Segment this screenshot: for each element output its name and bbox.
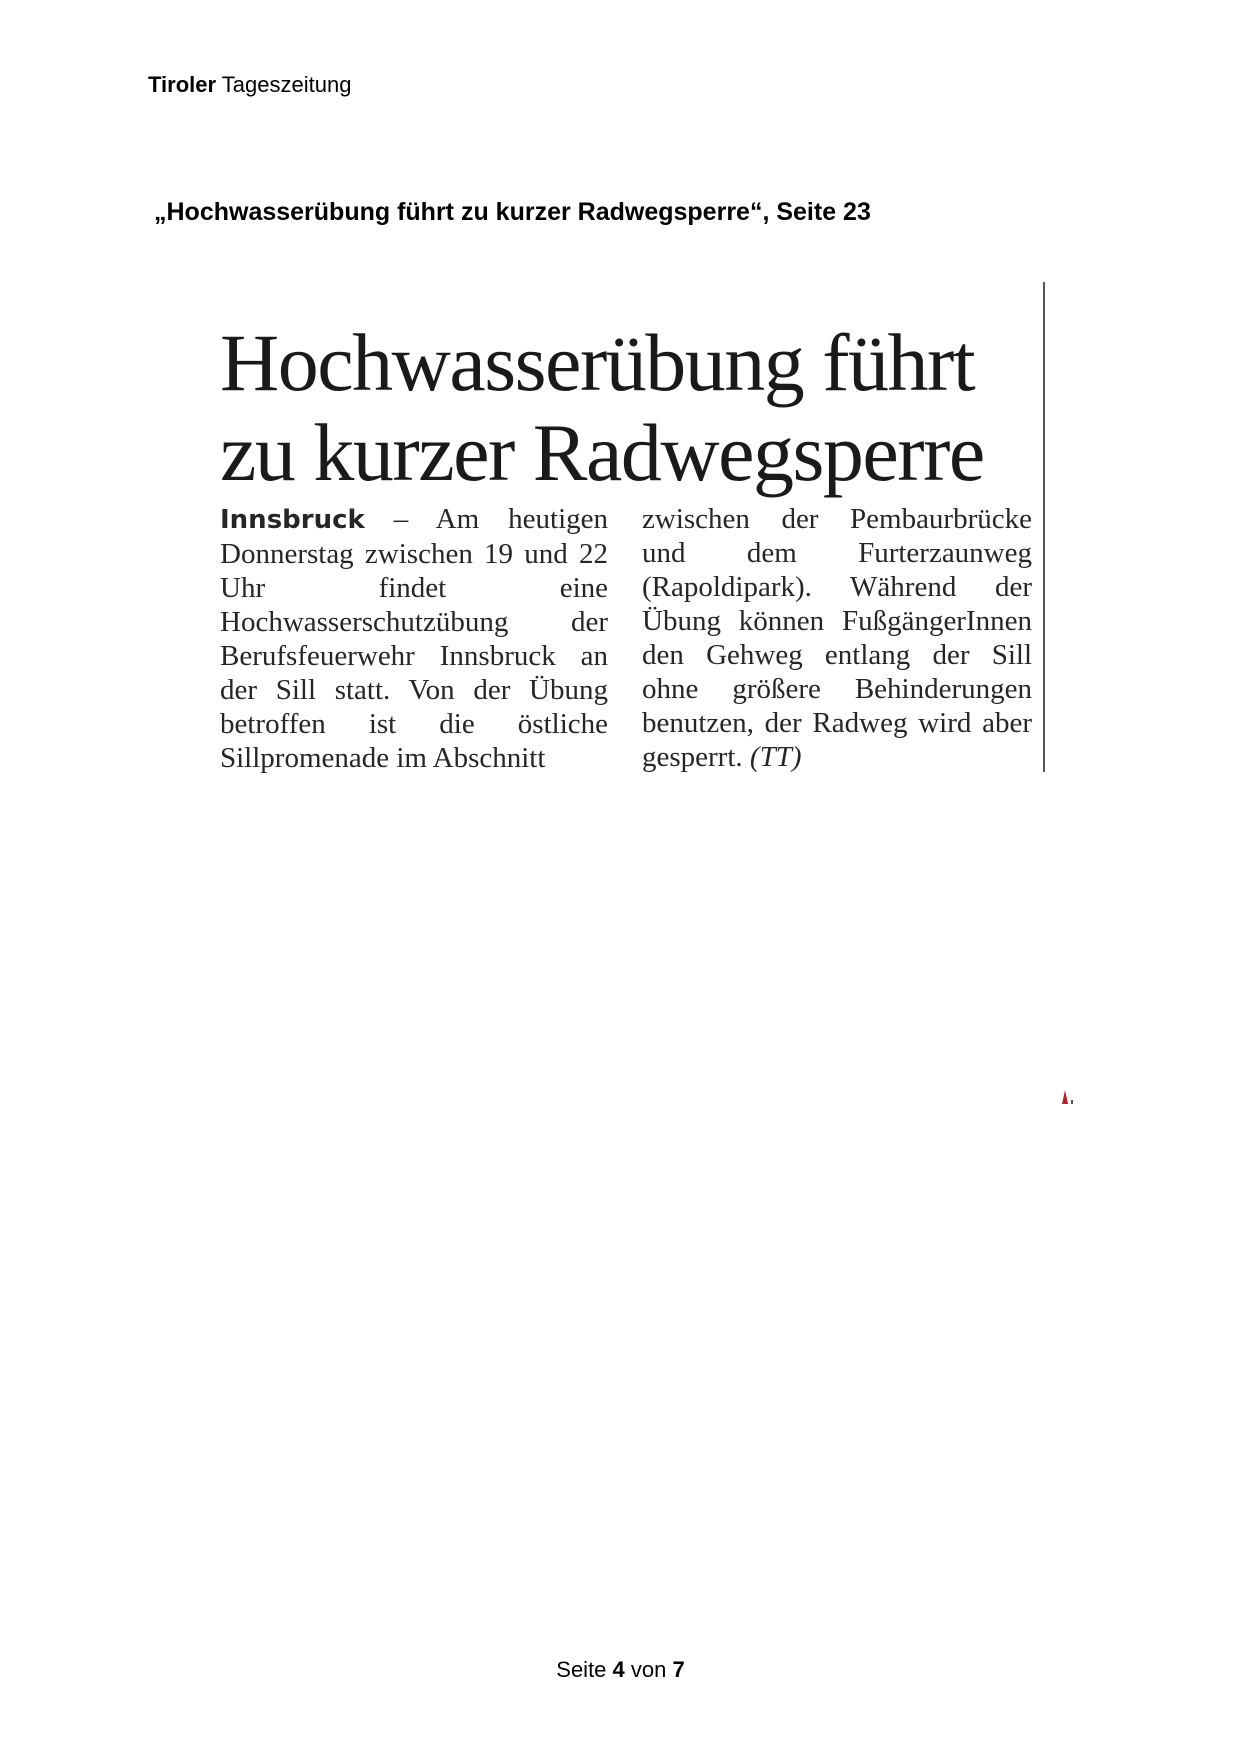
article-headline: [220, 318, 1040, 498]
dateline-dash: –: [364, 503, 436, 535]
article-body-right: zwischen der Pembaurbrücke und dem Furterzaunweg (Rapoldipark). Während der Übung können FußgängerInnen den Gehweg entlang der Sill ohne größere Behinderungen benutzen, der Radweg wird aber gesperrt.: [642, 503, 1032, 773]
page-footer: [0, 1657, 1241, 1683]
footer-prefix: Seite: [556, 1657, 613, 1682]
publication-name-bold: Tiroler: [148, 72, 217, 97]
footer-page-total: 7: [672, 1657, 685, 1682]
footer-middle: von: [624, 1657, 673, 1682]
newspaper-clipping: [220, 282, 1046, 822]
headline-line-2: zu kurzer Radwegsperre: [220, 407, 984, 498]
publication-name-rest: Tageszeitung: [216, 72, 352, 97]
headline-line-1: Hochwasserübung führt: [220, 317, 975, 408]
article-column-right: [642, 502, 1032, 774]
footer-page-number: 4: [612, 1657, 625, 1682]
article-dateline: Innsbruck: [220, 505, 365, 535]
cropped-image-fragment: [1056, 1090, 1074, 1104]
article-reference-title: „Hochwasserübung führt zu kurzer Radwegsperre“, Seite 23: [154, 198, 871, 226]
publication-name: [148, 72, 351, 98]
article-source: (TT): [749, 741, 802, 773]
article-body-left: Am heutigen Donnerstag zwischen 19 und 22 Uhr findet eine Hochwasserschutzübung der Berufsfeuerwehr Innsbruck an der Sill statt. Von der Übung betroffen ist die östliche Sillpromenade im Abschnitt: [220, 503, 608, 774]
article-column-left: [220, 502, 608, 775]
